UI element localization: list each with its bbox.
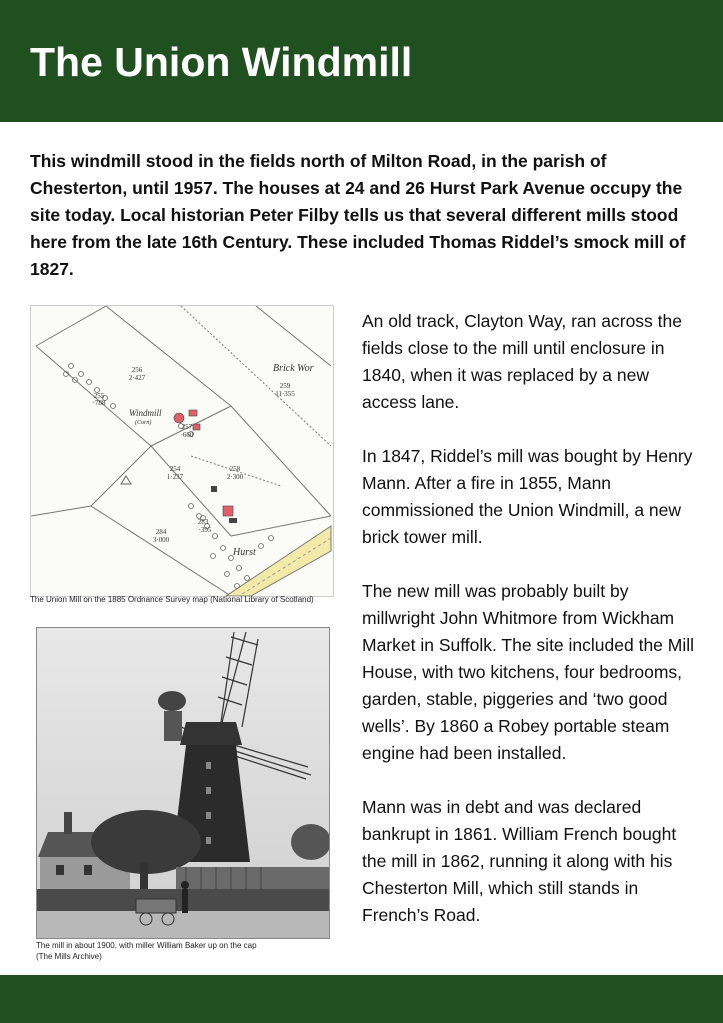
- intro-paragraph: This windmill stood in the fields north of Milton Road, in the parish of Chesterton, until 1957. The houses at 24 and 26 Hurst Park Avenue occupy the site today. Local historian Peter Filby tells us that several different mills stood here from the late 16th Century. These included Thomas Riddel’s smock mill of 1827.: [30, 151, 686, 279]
- map-area-257: ·660: [180, 431, 194, 439]
- page-footer: [0, 975, 723, 1023]
- windmill-photo: [36, 627, 330, 939]
- body-paragraph-4: Mann was in debt and was declared bankrupt in 1861. William French bought the mill in 1862, running it along with his Chesterton Mill, which still stands in French’s Road.: [362, 797, 677, 925]
- map-area-255: ·788: [92, 399, 106, 407]
- map-plot-254: 254: [169, 465, 181, 473]
- photo-caption-line1: The mill in about 1900, with miller William Baker up on the cap: [36, 941, 257, 950]
- map-area-258: 2·300: [226, 473, 244, 481]
- photo-caption: [36, 940, 336, 962]
- map-plot-258: 258: [229, 465, 241, 473]
- photo-caption-line2: (The Mills Archive): [36, 952, 102, 961]
- map-plot-283: 283: [197, 518, 209, 526]
- map-plot-255: 255: [93, 392, 105, 400]
- map-area-256: 2·427: [128, 374, 146, 382]
- photo-drawing: [36, 627, 330, 939]
- ordnance-survey-map: [30, 305, 334, 597]
- body-paragraph-2: In 1847, Riddel’s mill was bought by Henry Mann. After a fire in 1855, Mann commissioned the Union Windmill, a new brick tower mill.: [362, 446, 693, 547]
- page-header: [0, 0, 723, 122]
- map-plot-256: 256: [131, 366, 143, 374]
- map-caption: The Union Mill on the 1885 Ordnance Survey map (National Library of Scotland): [30, 595, 314, 604]
- map-label-corn: (Corn): [135, 420, 152, 426]
- map-label-brick-works: Brick Wor: [273, 363, 314, 374]
- map-area-259: 11·355: [275, 390, 295, 398]
- map-label-hurst: Hurst: [233, 547, 256, 558]
- map-area-284: 3·000: [152, 536, 170, 544]
- map-plot-284: 284: [155, 528, 167, 536]
- map-plot-259: 259: [279, 382, 291, 390]
- map-plot-257: 257: [181, 423, 193, 431]
- page-title: The Union Windmill: [30, 39, 413, 85]
- body-text: [362, 308, 698, 956]
- map-label-windmill: Windmill: [129, 408, 162, 418]
- body-paragraph-3: The new mill was probably built by millwright John Whitmore from Wickham Market in Suffolk. The site included the Mill House, with two kitchens, four bedrooms, garden, stable, piggeries and ‘two good wells’. By 1860 a Robey portable steam engine had been installed.: [362, 581, 695, 763]
- map-area-283: ·395: [198, 526, 212, 534]
- map-drawing: [31, 306, 333, 596]
- map-area-254: 1·237: [166, 473, 184, 481]
- body-paragraph-1: An old track, Clayton Way, ran across the fields close to the mill until enclosure in 1840, when it was replaced by a new access lane.: [362, 311, 682, 412]
